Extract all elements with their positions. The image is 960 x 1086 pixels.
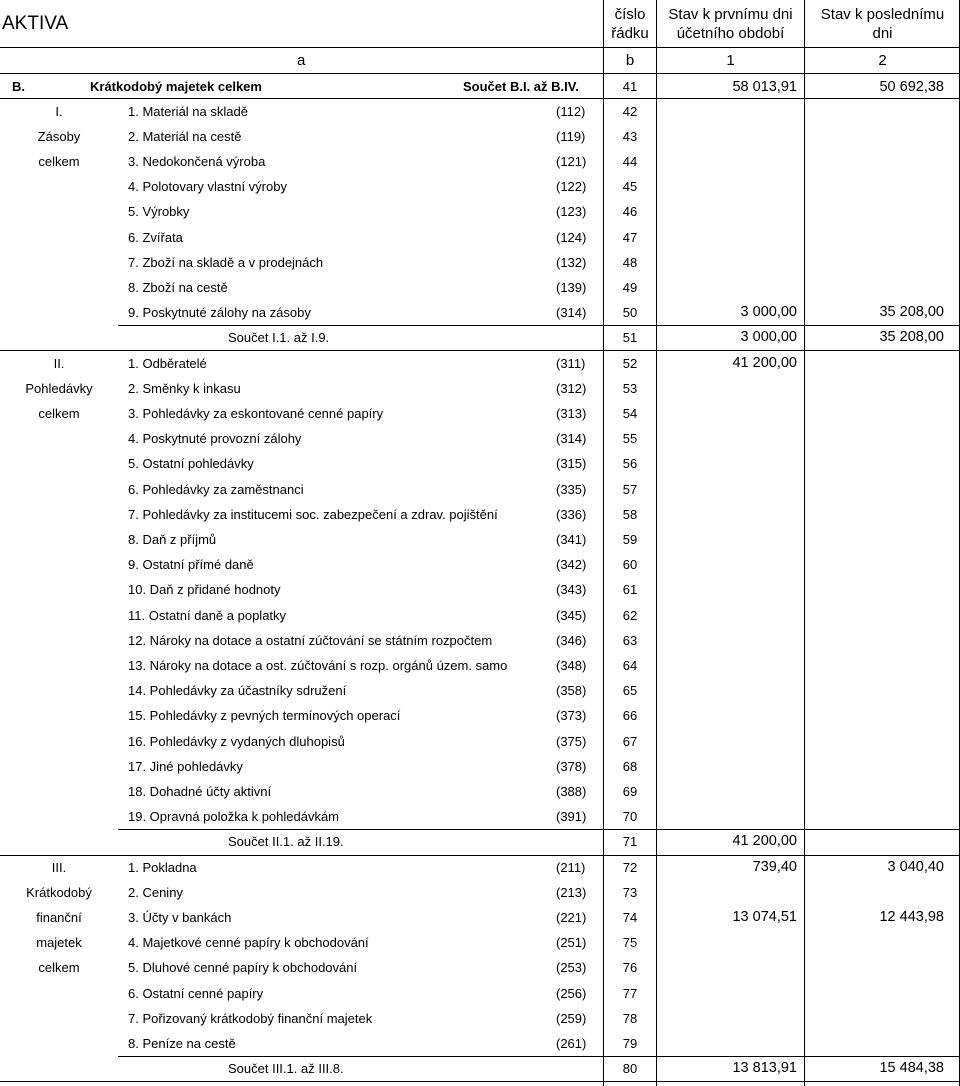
account-code: (342) — [556, 557, 587, 573]
value-last-day: 12 443,98 — [879, 908, 944, 925]
account-code: (213) — [556, 884, 587, 900]
line-number: 50 — [622, 305, 638, 321]
item-label: 17. Jiné pohledávky — [128, 758, 243, 774]
col-header-last-day-2: dni — [872, 25, 893, 42]
account-code: (221) — [556, 909, 587, 925]
line-number: 42 — [622, 103, 638, 119]
account-code: (256) — [556, 985, 587, 1001]
account-code: (315) — [556, 456, 587, 472]
item-label: 7. Pořizovaný krátkodobý finanční majetek — [128, 1010, 373, 1026]
sheet-title: AKTIVA — [2, 13, 69, 34]
line-number: 73 — [622, 884, 638, 900]
line-number: 58 — [622, 506, 638, 522]
line-number: 48 — [622, 254, 638, 270]
account-code: (259) — [556, 1010, 587, 1026]
item-label: 13. Nároky na dotace a ost. zúčtování s rozp. orgánů územ. samo — [128, 657, 508, 673]
col-header-first-day — [657, 5, 804, 43]
group-1-label: I. — [55, 103, 63, 119]
col-header-line-number-2: řádku — [611, 25, 649, 42]
item-label: 9. Poskytnuté zálohy na zásoby — [128, 305, 311, 321]
group-1-label: Zásoby — [37, 128, 81, 144]
account-code: (314) — [556, 305, 587, 321]
item-label: 2. Materiál na cestě — [128, 128, 242, 144]
col-header-last-day — [805, 5, 960, 43]
account-code: (341) — [556, 531, 587, 547]
group-3-sum-line: 80 — [622, 1061, 638, 1077]
line-number: 47 — [622, 229, 638, 245]
line-number: 44 — [622, 153, 638, 169]
account-code: (358) — [556, 683, 587, 699]
item-label: 7. Zboží na skladě a v prodejnách — [128, 254, 324, 270]
group-1-label: celkem — [38, 153, 80, 169]
account-code: (378) — [556, 758, 587, 774]
line-number: 65 — [622, 683, 638, 699]
subheader-1: 1 — [726, 52, 735, 69]
account-code: (253) — [556, 960, 587, 976]
group-3-label: finanční — [36, 909, 82, 925]
line-number: 76 — [622, 960, 638, 976]
account-code: (345) — [556, 607, 587, 623]
section-b-line: 41 — [622, 79, 638, 94]
group-3-sum-last: 15 484,38 — [879, 1060, 944, 1077]
account-code: (314) — [556, 431, 587, 447]
value-first-day: 41 200,00 — [732, 354, 797, 371]
group-2-label: celkem — [38, 405, 80, 421]
account-code: (311) — [556, 355, 586, 371]
col-header-last-day-1: Stav k poslednímu — [820, 6, 945, 23]
col-header-line-number — [604, 5, 656, 43]
item-label: 16. Pohledávky z vydaných dluhopisů — [128, 733, 345, 749]
item-label: 11. Ostatní daně a poplatky — [128, 607, 287, 623]
group-3-label: majetek — [36, 935, 82, 951]
account-code: (346) — [556, 632, 587, 648]
line-number: 74 — [622, 909, 638, 925]
account-code: (391) — [556, 809, 587, 825]
item-label: 18. Dohadné účty aktivní — [128, 783, 272, 799]
line-number: 56 — [622, 456, 638, 472]
group-2-sum-first: 41 200,00 — [732, 833, 797, 850]
item-label: 4. Polotovary vlastní výroby — [128, 179, 287, 195]
account-code: (122) — [556, 179, 587, 195]
item-label: 3. Nedokončená výroba — [128, 153, 266, 169]
item-label: 2. Směnky k inkasu — [128, 380, 241, 396]
value-first-day: 739,40 — [752, 858, 797, 875]
line-number: 67 — [622, 733, 638, 749]
account-code: (132) — [556, 254, 587, 270]
col-header-line-number-1: číslo — [614, 6, 646, 23]
line-number: 43 — [622, 128, 638, 144]
account-code: (139) — [556, 279, 587, 295]
row-divider — [0, 1081, 960, 1082]
row-divider — [118, 829, 960, 830]
account-code: (123) — [556, 204, 587, 220]
item-label: 6. Zvířata — [128, 229, 183, 245]
account-code: (375) — [556, 733, 587, 749]
group-2-sum-label: Součet II.1. až II.19. — [228, 834, 344, 850]
item-label: 4. Poskytnuté provozní zálohy — [128, 431, 302, 447]
section-b-first: 58 013,91 — [732, 79, 797, 95]
line-number: 61 — [622, 582, 638, 598]
value-first-day: 13 074,51 — [732, 908, 797, 925]
line-number: 77 — [622, 985, 638, 1001]
line-number: 60 — [622, 557, 638, 573]
account-code: (121) — [556, 153, 587, 169]
group-2-label: Pohledávky — [25, 380, 93, 396]
item-label: 10. Daň z přidané hodnoty — [128, 582, 281, 598]
header-divider — [0, 47, 960, 48]
line-number: 69 — [622, 783, 638, 799]
col-header-first-day-1: Stav k prvnímu dni — [668, 6, 793, 23]
line-number: 63 — [622, 632, 638, 648]
column-divider-first-day — [656, 0, 657, 1086]
account-code: (336) — [556, 506, 587, 522]
group-1-sum-last: 35 208,00 — [879, 329, 944, 346]
item-label: 1. Pokladna — [128, 859, 197, 875]
section-b-divider — [0, 98, 960, 99]
account-code: (313) — [556, 405, 587, 421]
item-label: 3. Účty v bankách — [128, 909, 232, 925]
line-number: 45 — [622, 179, 638, 195]
line-number: 52 — [622, 355, 638, 371]
group-3-label: III. — [51, 859, 67, 875]
item-label: 3. Pohledávky za eskontované cenné papíry — [128, 405, 384, 421]
group-3-sum-label: Součet III.1. až III.8. — [228, 1061, 344, 1077]
group-3-label: Krátkodobý — [26, 884, 92, 900]
item-label: 14. Pohledávky za účastníky sdružení — [128, 683, 347, 699]
group-2-label: II. — [53, 355, 65, 371]
row-divider — [118, 1056, 960, 1057]
account-code: (211) — [556, 859, 586, 875]
item-label: 4. Majetkové cenné papíry k obchodování — [128, 935, 369, 951]
account-code: (124) — [556, 229, 587, 245]
item-label: 19. Opravná položka k pohledávkám — [128, 809, 340, 825]
line-number: 57 — [622, 481, 638, 497]
value-first-day: 3 000,00 — [740, 304, 797, 321]
item-label: 1. Odběratelé — [128, 355, 207, 371]
item-label: 8. Daň z příjmů — [128, 531, 217, 547]
group-1-sum-line: 51 — [622, 330, 638, 346]
line-number: 75 — [622, 935, 638, 951]
account-code: (335) — [556, 481, 587, 497]
account-code: (312) — [556, 380, 587, 396]
item-label: 15. Pohledávky z pevných termínových operací — [128, 708, 401, 724]
line-number: 64 — [622, 657, 638, 673]
column-divider-last-day — [804, 0, 805, 1086]
item-label: 5. Výrobky — [128, 204, 190, 220]
line-number: 79 — [622, 1035, 638, 1051]
group-1-sum-label: Součet I.1. až I.9. — [228, 330, 330, 346]
item-label: 1. Materiál na skladě — [128, 103, 248, 119]
account-code: (261) — [556, 1035, 587, 1051]
item-label: 6. Pohledávky za zaměstnanci — [128, 481, 304, 497]
section-b-sum: Součet B.I. až B.IV. — [463, 79, 579, 94]
subheader-divider — [0, 73, 960, 74]
item-label: 2. Ceniny — [128, 884, 183, 900]
item-label: 5. Dluhové cenné papíry k obchodování — [128, 960, 358, 976]
column-divider-line-number — [603, 0, 604, 1086]
line-number: 72 — [622, 859, 638, 875]
group-3-label: celkem — [38, 960, 80, 976]
line-number: 49 — [622, 279, 638, 295]
group-3-sum-first: 13 813,91 — [732, 1060, 797, 1077]
account-code: (119) — [556, 128, 586, 144]
item-label: 6. Ostatní cenné papíry — [128, 985, 264, 1001]
account-code: (343) — [556, 582, 587, 598]
section-b-last: 50 692,38 — [879, 79, 944, 95]
item-label: 5. Ostatní pohledávky — [128, 456, 254, 472]
account-code: (388) — [556, 783, 587, 799]
account-code: (251) — [556, 935, 587, 951]
line-number: 78 — [622, 1010, 638, 1026]
account-code: (373) — [556, 708, 587, 724]
value-last-day: 35 208,00 — [879, 304, 944, 321]
row-divider — [0, 350, 960, 351]
line-number: 68 — [622, 758, 638, 774]
line-number: 46 — [622, 204, 638, 220]
line-number: 62 — [622, 607, 638, 623]
section-b-label: B. — [12, 79, 25, 94]
line-number: 59 — [622, 531, 638, 547]
item-label: 12. Nároky na dotace a ostatní zúčtování se státním rozpočtem — [128, 632, 493, 648]
account-code: (348) — [556, 657, 587, 673]
group-1-sum-first: 3 000,00 — [740, 329, 797, 346]
subheader-b: b — [625, 52, 635, 69]
row-divider — [118, 325, 960, 326]
subheader-2: 2 — [878, 52, 887, 69]
line-number: 70 — [622, 809, 638, 825]
line-number: 66 — [622, 708, 638, 724]
group-2-sum-line: 71 — [622, 834, 638, 850]
item-label: 8. Peníze na cestě — [128, 1035, 236, 1051]
item-label: 7. Pohledávky za institucemi soc. zabezpečení a zdrav. pojištění — [128, 506, 498, 522]
subheader-a: a — [297, 52, 306, 69]
line-number: 54 — [622, 405, 638, 421]
item-label: 9. Ostatní přímé daně — [128, 557, 254, 573]
line-number: 55 — [622, 431, 638, 447]
line-number: 53 — [622, 380, 638, 396]
value-last-day: 3 040,40 — [887, 858, 944, 875]
col-header-first-day-2: účetního období — [676, 25, 785, 42]
account-code: (112) — [556, 103, 586, 119]
section-b-title: Krátkodobý majetek celkem — [90, 79, 262, 94]
row-divider — [0, 855, 960, 856]
item-label: 8. Zboží na cestě — [128, 279, 228, 295]
